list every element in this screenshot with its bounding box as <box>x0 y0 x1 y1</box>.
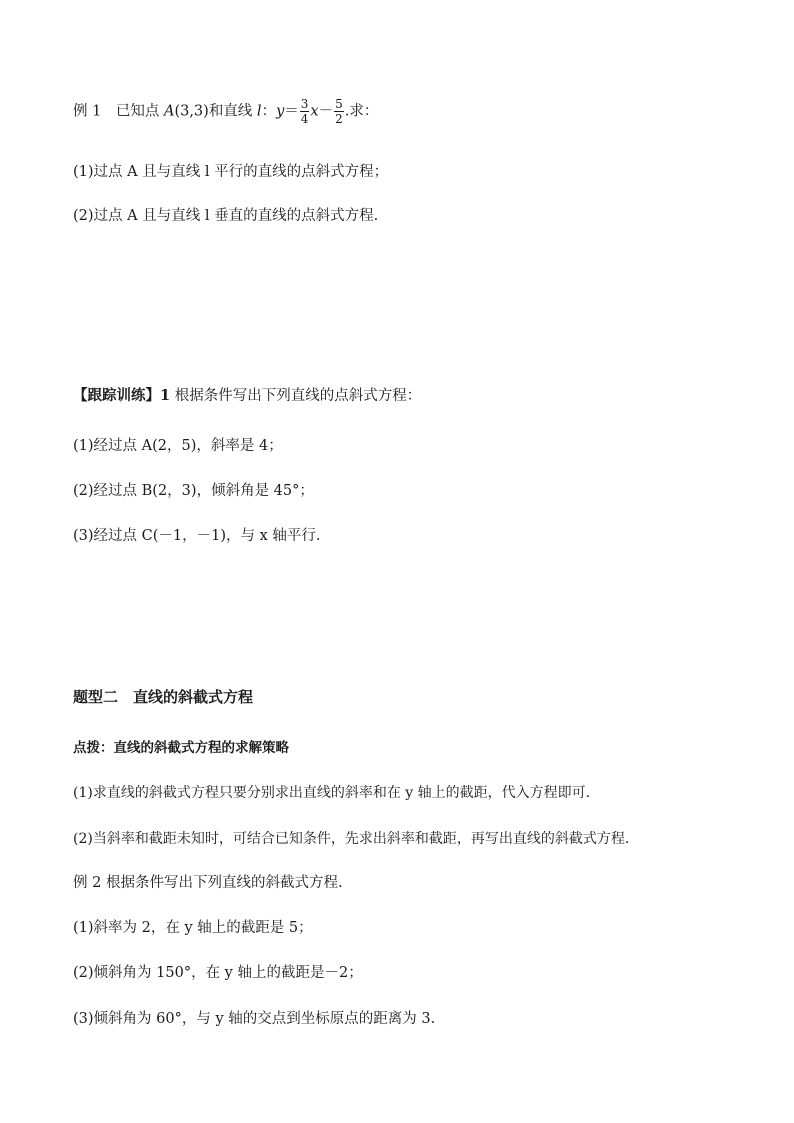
example2-question-3: (3)倾斜角为 60°，与 y 轴的交点到坐标原点的距离为 3. <box>73 1011 436 1027</box>
example1-question-2: (2)过点 A 且与直线 l 垂直的直线的点斜式方程. <box>73 208 379 224</box>
training-question-3: (3)经过点 C(－1，－1)，与 x 轴平行. <box>73 528 321 544</box>
training-question-2: (2)经过点 B(2，3)，倾斜角是 45°； <box>73 483 314 499</box>
fraction-three-quarters: $\frac{3}{4}$ <box>300 97 309 126</box>
example1-statement: 例 1 已知点 A(3,3)和直线 l：y＝ $\frac{3}{4}$ x－ $\frac{5}{2}$ .求： <box>73 97 379 126</box>
tip-1: (1)求直线的斜截式方程只要分别求出直线的斜率和在 y 轴上的截距，代入方程即可. <box>73 785 591 801</box>
tip-title: 点拨：直线的斜截式方程的求解策略 <box>73 740 289 756</box>
training-title: 【跟踪训练】1 根据条件写出下列直线的点斜式方程： <box>73 387 422 404</box>
example2-title: 例 2 根据条件写出下列直线的斜截式方程. <box>73 875 343 891</box>
example1-question-1: (1)过点 A 且与直线 l 平行的直线的点斜式方程； <box>73 164 389 180</box>
fraction-five-halves: $\frac{5}{2}$ <box>335 97 343 126</box>
training-question-1: (1)经过点 A(2，5)，斜率是 4； <box>73 438 283 454</box>
section-heading: 题型二 直线的斜截式方程 <box>73 688 254 706</box>
example2-question-1: (1)斜率为 2，在 y 轴上的截距是 5； <box>73 920 313 936</box>
example2-question-2: (2)倾斜角为 150°，在 y 轴上的截距是－2； <box>73 965 363 981</box>
tip-2: (2)当斜率和截距未知时，可结合已知条件，先求出斜率和截距，再写出直线的斜截式方程. <box>73 831 630 847</box>
